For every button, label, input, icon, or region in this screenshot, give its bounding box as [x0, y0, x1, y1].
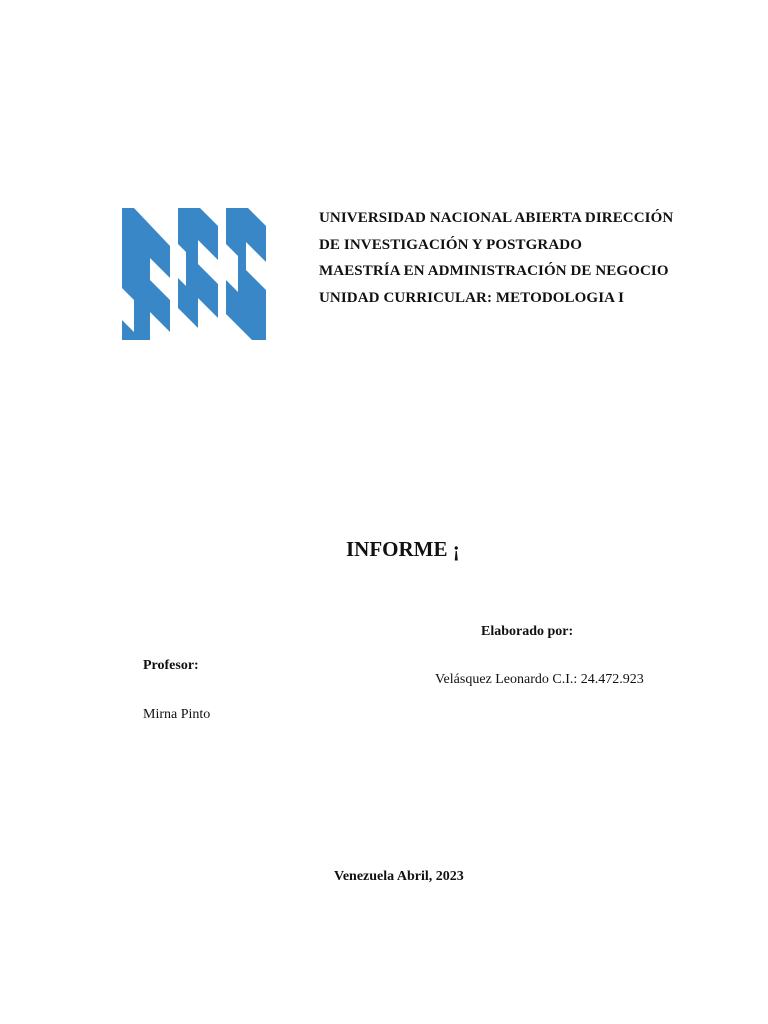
logo-stroke-right [226, 208, 266, 340]
professor-name: Mirna Pinto [143, 707, 211, 722]
header-line-program: MAESTRÍA EN ADMINISTRACIÓN DE NEGOCIO [319, 263, 669, 279]
document-title: INFORME ¡ [346, 537, 460, 561]
logo-stroke-left [122, 208, 170, 340]
prepared-by-label: Elaborado por: [481, 624, 574, 639]
header-line-department: DE INVESTIGACIÓN Y POSTGRADO [319, 236, 582, 253]
header-line-university: UNIVERSIDAD NACIONAL ABIERTA DIRECCIÓN [319, 210, 674, 226]
professor-label: Profesor: [143, 658, 199, 673]
university-logo-icon [122, 208, 266, 340]
institution-header [319, 205, 749, 311]
header-line-course: UNIDAD CURRICULAR: METODOLOGIA I [319, 289, 625, 306]
author-name: Velásquez Leonardo C.I.: 24.472.923 [435, 672, 644, 687]
logo-stroke-middle [178, 208, 218, 328]
place-date: Venezuela Abril, 2023 [334, 869, 464, 884]
